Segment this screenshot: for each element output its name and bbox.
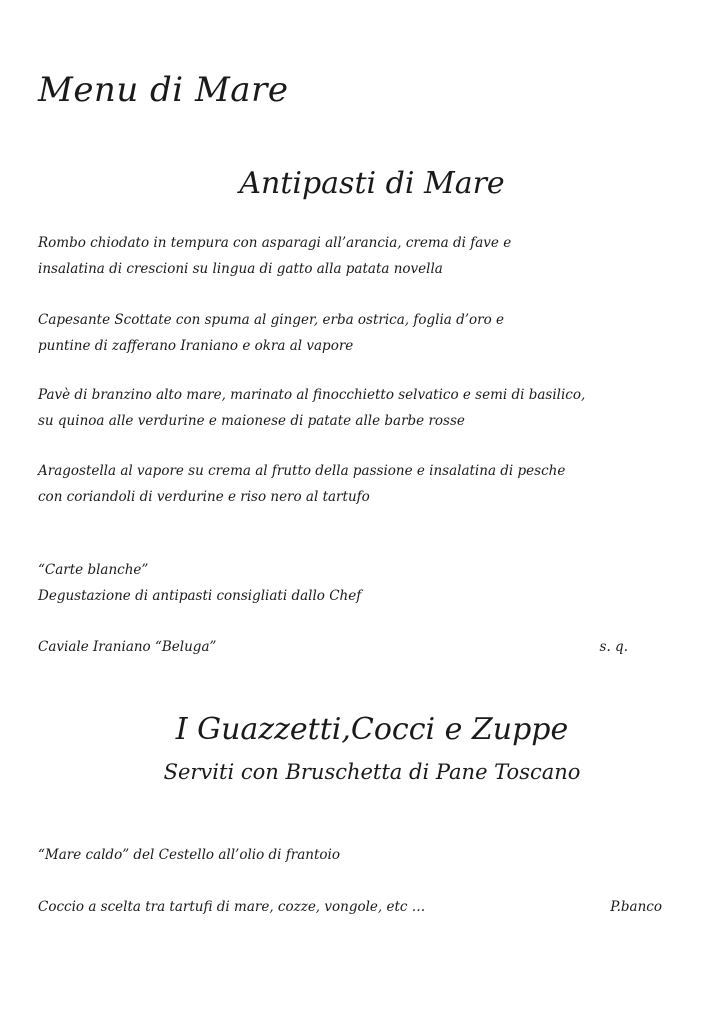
dish-price: P.banco: [610, 899, 662, 915]
dish-mare-caldo: [38, 842, 658, 868]
dish-line: puntine di zafferano Iraniano e okra al vapore: [38, 338, 354, 354]
dish-line: Pavè di branzino alto mare, marinato al finocchietto selvatico e semi di basilico,: [38, 387, 586, 403]
dish-line: Degustazione di antipasti consigliati dallo Chef: [38, 588, 362, 604]
dish-line: “Mare caldo” del Cestello all’olio di frantoio: [38, 847, 340, 863]
guazzetti-subheading: Serviti con Bruschetta di Pane Toscano: [163, 760, 581, 784]
dish-name: Caviale Iraniano “Beluga”: [38, 639, 217, 655]
dish-capesante: [38, 307, 658, 359]
dish-branzino: [38, 382, 658, 434]
dish-line: su quinoa alle verdurine e maionese di patate alle barbe rosse: [38, 413, 465, 429]
dish-line: “Carte blanche”: [38, 562, 149, 578]
dish-coccio: [38, 894, 662, 920]
dish-name: Coccio a scelta tra tartufi di mare, cozze, vongole, etc …: [38, 899, 426, 915]
guazzetti-heading: I Guazzetti,Cocci e Zuppe: [175, 712, 569, 747]
dish-carte-blanche: [38, 557, 658, 609]
dish-price: s. q.: [599, 639, 628, 655]
antipasti-heading: Antipasti di Mare: [239, 166, 505, 201]
dish-line: Rombo chiodato in tempura con asparagi all’arancia, crema di fave e: [38, 235, 512, 251]
dish-line: Capesante Scottate con spuma al ginger, erba ostrica, foglia d’oro e: [38, 312, 505, 328]
dish-line: Aragostella al vapore su crema al frutto della passione e insalatina di pesche: [38, 463, 566, 479]
dish-line: con coriandoli di verdurine e riso nero al tartufo: [38, 489, 370, 505]
dish-caviale: [38, 634, 662, 660]
dish-line: insalatina di crescioni su lingua di gatto alla patata novella: [38, 261, 443, 277]
dish-rombo: [38, 230, 658, 282]
menu-title: Menu di Mare: [38, 70, 289, 110]
dish-aragostella: [38, 458, 658, 510]
